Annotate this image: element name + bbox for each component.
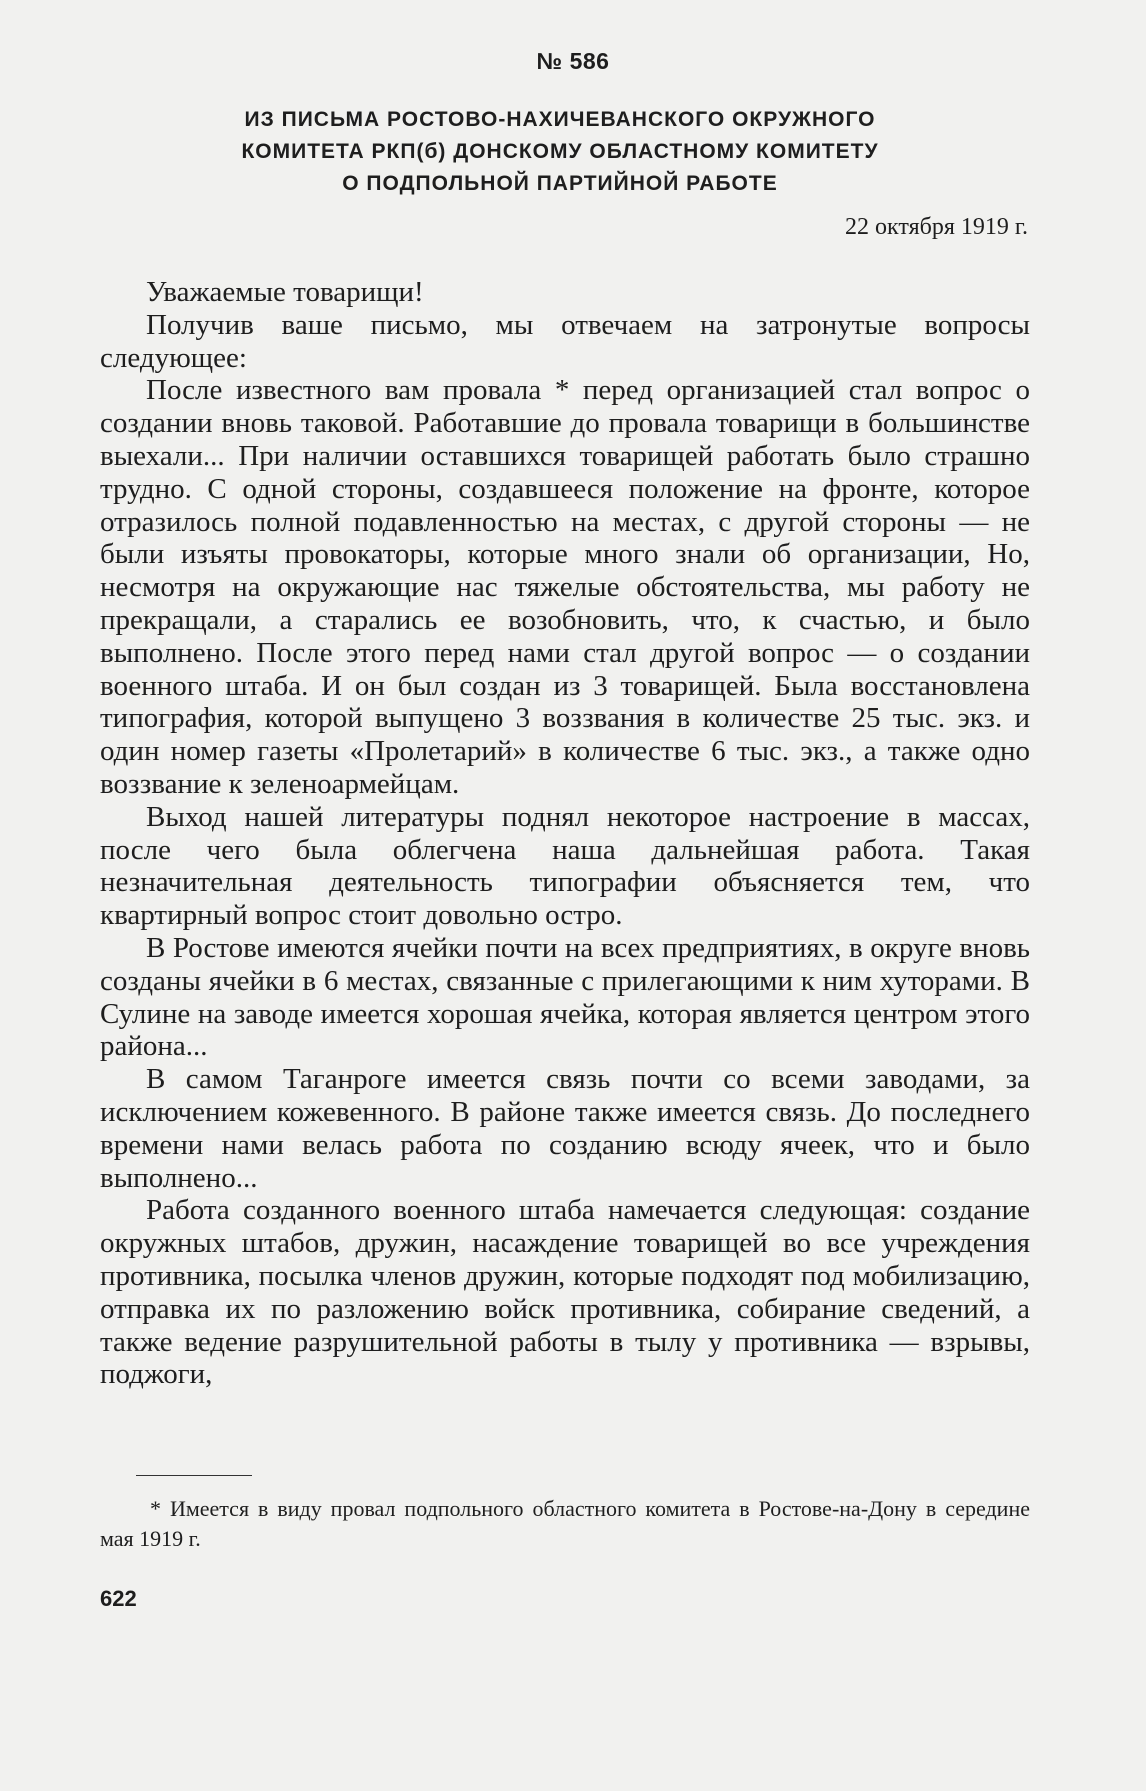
paragraph: Получив ваше письмо, мы отвечаем на затронутые вопросы следующее: <box>100 308 1030 374</box>
paragraph: После известного вам провала * перед организацией стал вопрос о создании вновь таковой. Работавшие до провала товарищи в большинстве выехали... При наличии оставшихся товарищей работать было страшно трудно. С одной стороны, создавшееся положение на фронте, которое отразилось полной подавленностью на местах, с другой стороны — не были изъяты провокаторы, которые много знали об организации, Но, несмотря на окружающие нас тяжелые обстоятельства, мы работу не прекращали, а старались ее возобновить, что, к счастью, и было выполнено. После этого перед нами стал другой вопрос — о создании военного штаба. И он был создан из 3 товарищей. Была восстановлена типография, которой выпущено 3 воззвания в количестве 25 тыс. экз. и один номер газеты «Пролетарий» в количестве 6 тыс. экз., а также одно воззвание к зеленоармейцам. <box>100 374 1030 800</box>
paragraph: В Ростове имеются ячейки почти на всех предприятиях, в округе вновь созданы ячейки в 6 местах, связанные с прилегающими к ним хуторами. В Сулине на заводе имеется хорошая ячейка, которая является центром этого района... <box>100 931 1030 1063</box>
paragraph: Выход нашей литературы поднял некоторое настроение в массах, после чего была облегчена наша дальнейшая работа. Такая незначительная деятельность типографии объясняется тем, что квартирный вопрос стоит довольно остро. <box>100 800 1030 932</box>
footnote: * Имеется в виду провал подпольного областного комитета в Ростове-на-Дону в середине мая 1919 г. <box>100 1496 1030 1551</box>
letter-body <box>100 276 1030 1391</box>
salutation: Уважаемые товарищи! <box>146 276 424 308</box>
title-line: КОМИТЕТА РКП(б) ДОНСКОМУ ОБЛАСТНОМУ КОМИТЕТУ <box>241 140 879 163</box>
document-number: № 586 <box>536 48 610 74</box>
title-line: О ПОДПОЛЬНОЙ ПАРТИЙНОЙ РАБОТЕ <box>342 172 778 195</box>
page-number: 622 <box>100 1586 137 1611</box>
footnote-divider <box>136 1475 252 1476</box>
paragraph: Работа созданного военного штаба намечается следующая: создание окружных штабов, дружин, насаждение товарищей во все учреждения противника, посылка членов дружин, которые подходят под мобилизацию, отправка их по разложению войск противника, собирание сведений, а также ведение разрушительной работы в тылу у противника — взрывы, поджоги, <box>100 1194 1030 1391</box>
document-date: 22 октября 1919 г. <box>845 214 1028 240</box>
document-title <box>130 104 990 200</box>
paragraph: В самом Таганроге имеется связь почти со всеми заводами, за исключением кожевенного. В районе также имеется связь. До последнего времени нами велась работа по созданию всюду ячеек, что и было выполнено... <box>100 1063 1030 1194</box>
title-line: ИЗ ПИСЬМА РОСТОВО-НАХИЧЕВАНСКОГО ОКРУЖНОГО <box>244 108 876 131</box>
